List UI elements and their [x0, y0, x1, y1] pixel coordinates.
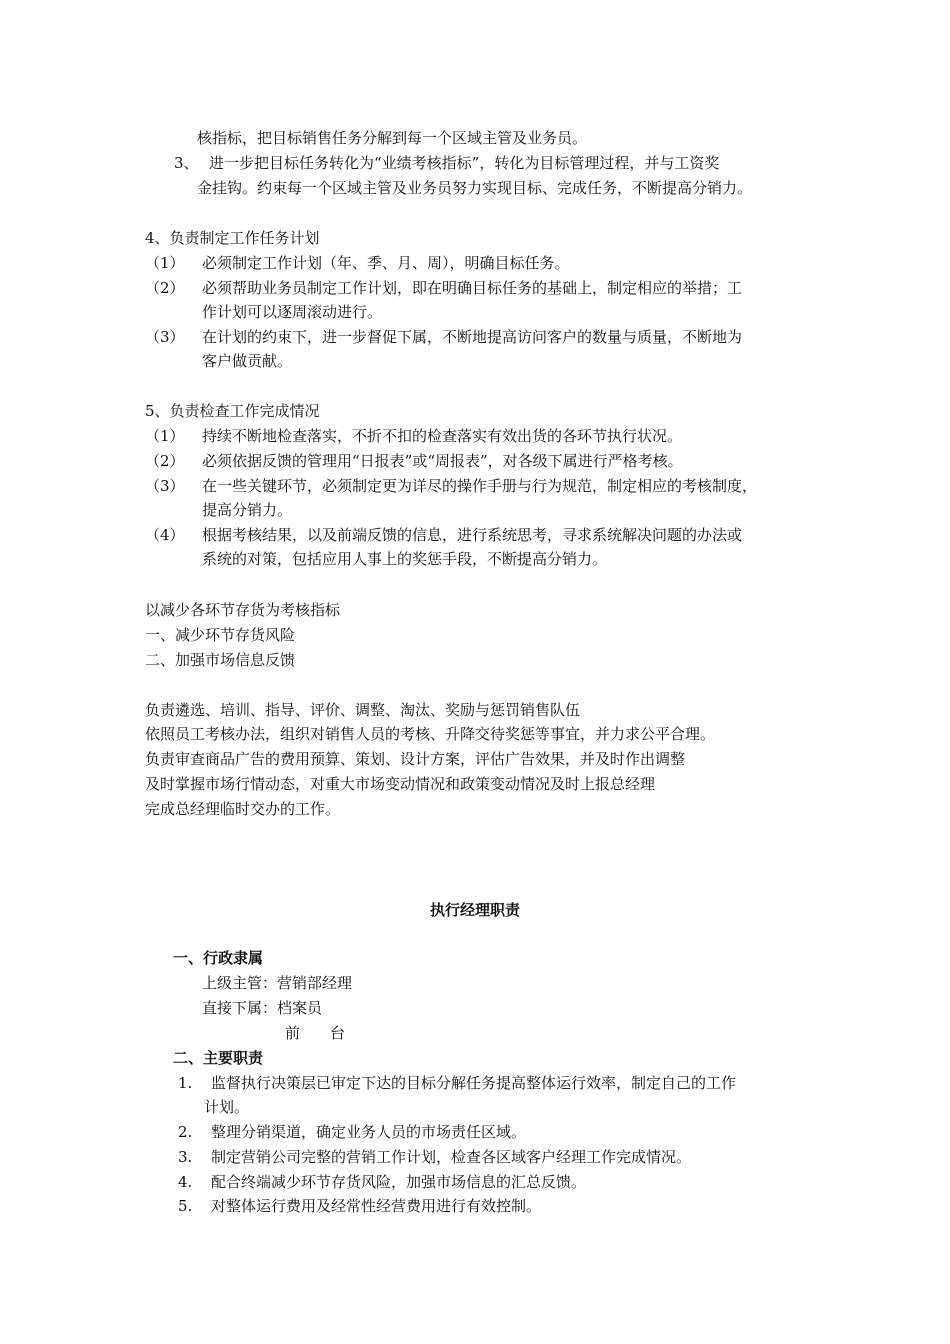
continuation-line: 核指标，把目标销售任务分解到每一个区域主管及业务员。	[197, 129, 588, 147]
duty-text: 计划。	[204, 1098, 250, 1116]
item-number: （3）	[145, 328, 185, 346]
item-number: （3）	[145, 477, 185, 495]
item-text: 必须制定工作计划（年、季、月、周），明确目标任务。	[202, 254, 570, 272]
duty-number: 1.	[178, 1074, 193, 1092]
item-text: 客户做贡献。	[202, 352, 293, 370]
duty-number: 3.	[178, 1148, 193, 1166]
item-text: 金挂钩。约束每一个区域主管及业务员努力实现目标、完成任务，不断提高分销力。	[197, 179, 753, 197]
item-text: 在计划的约束下，进一步督促下属，不断地提高访问客户的数量与质量，不断地为	[202, 328, 743, 346]
paragraph-line: 二、加强市场信息反馈	[145, 651, 296, 669]
duty-number: 2.	[178, 1123, 193, 1141]
section-heading: 5、负责检查工作完成情况	[145, 402, 320, 420]
duty-text: 配合终端减少环节存货风险，加强市场信息的汇总反馈。	[211, 1173, 587, 1191]
item-text: 持续不断地检查落实，不折不扣的检查落实有效出货的各环节执行状况。	[202, 427, 683, 445]
subsection-heading: 一、行政隶属	[173, 949, 264, 967]
paragraph-line: 依照员工考核办法，组织对销售人员的考核、升降交待奖惩等事宜，并力求公平合理。	[145, 725, 716, 743]
item-number: （4）	[145, 526, 185, 544]
item-number: （1）	[145, 254, 185, 272]
item-number: （2）	[145, 452, 185, 470]
duty-text: 对整体运行费用及经常性经营费用进行有效控制。	[211, 1197, 542, 1215]
paragraph-line: 完成总经理临时交办的工作。	[145, 800, 341, 818]
item-text: 提高分销力。	[202, 501, 293, 519]
subordinate-line: 直接下属：档案员	[202, 999, 323, 1017]
duty-text: 制定营销公司完整的营销工作计划，检查各区域客户经理工作完成情况。	[211, 1148, 692, 1166]
subsection-heading: 二、主要职责	[173, 1049, 264, 1067]
item-text: 在一些关键环节，必须制定更为详尽的操作手册与行为规范，制定相应的考核制度，	[202, 477, 758, 495]
duty-text: 整理分销渠道，确定业务人员的市场责任区域。	[211, 1123, 527, 1141]
section-heading: 4、负责制定工作任务计划	[145, 229, 320, 247]
item-number: （1）	[145, 427, 185, 445]
paragraph-line: 一、减少环节存货风险	[145, 626, 296, 644]
item-text: 作计划可以逐周滚动进行。	[202, 303, 383, 321]
superior-line: 上级主管：营销部经理	[202, 974, 353, 992]
item-text: 系统的对策，包括应用人事上的奖惩手段，不断提高分销力。	[202, 550, 608, 568]
paragraph-line: 负责遴选、培训、指导、评价、调整、淘汰、奖励与惩罚销售队伍	[145, 701, 581, 719]
duty-number: 5.	[178, 1197, 193, 1215]
duty-text: 监督执行决策层已审定下达的目标分解任务提高整体运行效率，制定自己的工作	[211, 1074, 737, 1092]
item-number: （2）	[145, 279, 185, 297]
item-text: 必须帮助业务员制定工作计划，即在明确目标任务的基础上，制定相应的举措；工	[202, 279, 743, 297]
item-text: 根据考核结果，以及前端反馈的信息，进行系统思考，寻求系统解决问题的办法或	[202, 526, 743, 544]
paragraph-line: 负责审查商品广告的费用预算、策划、设计方案，评估广告效果，并及时作出调整	[145, 750, 686, 768]
item-number: 3、	[174, 154, 199, 172]
item-text: 必须依据反馈的管理用“日报表”或“周报表”，对各级下属进行严格考核。	[202, 452, 683, 470]
paragraph-line: 及时掌握市场行情动态，对重大市场变动情况和政策变动情况及时上报总经理	[145, 775, 656, 793]
paragraph-line: 以减少各环节存货为考核指标	[145, 601, 341, 619]
document-title: 执行经理职责	[429, 901, 520, 919]
subordinate-line: 前 台	[285, 1024, 346, 1042]
item-text: 进一步把目标任务转化为“业绩考核指标”，转化为目标管理过程，并与工资奖	[209, 154, 720, 172]
duty-number: 4.	[178, 1173, 193, 1191]
